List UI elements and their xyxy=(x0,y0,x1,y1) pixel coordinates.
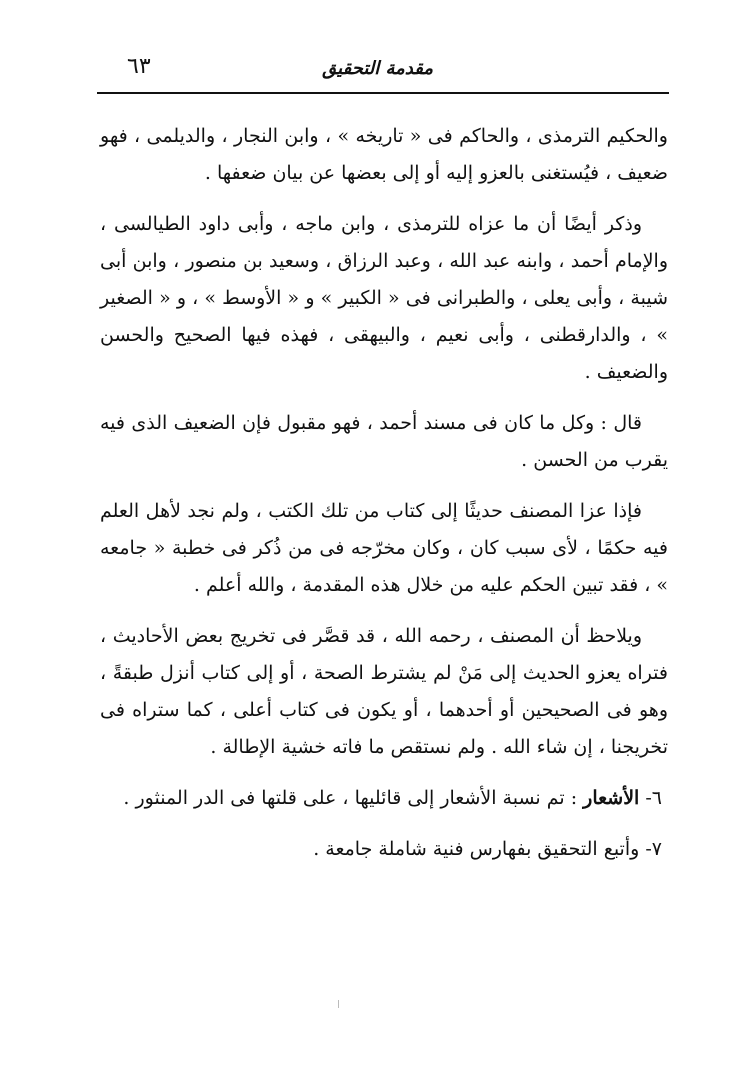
page-number: ٦٣ xyxy=(127,54,151,79)
list-item xyxy=(100,831,668,868)
paragraph-gap xyxy=(100,817,668,831)
paragraph-gap xyxy=(100,479,668,493)
running-title: مقدمة التحقيق xyxy=(322,58,433,79)
paragraph: وذكر أيضًا أن ما عزاه للترمذى ، وابن ماجه ، وأبى داود الطيالسى ، والإمام أحمد ، وابنه عبد الله ، وعبد الرزاق ، وسعيد بن منصور ، وابن أبى شيبة ، وأبى يعلى ، والطبرانى فى « الكبير » و « الأوسط » ، و « الصغير » ، والدارقطنى ، وأبى نعيم ، والبيهقى ، فهذه فيها الصحيح والحسن والضعيف . xyxy=(100,213,668,383)
paragraph-gap xyxy=(100,192,668,206)
paragraph: والحكيم الترمذى ، والحاكم فى « تاريخه » ، وابن النجار ، والديلمى ، فهو ضعيف ، فيُستغنى بالعزو إليه أو إلى بعضها عن بيان ضعفها . xyxy=(100,125,668,184)
paragraph: ويلاحظ أن المصنف ، رحمه الله ، قد قصَّر فى تخريج بعض الأحاديث ، فتراه يعزو الحديث إلى مَنْ لم يشترط الصحة ، أو إلى كتاب أنزل طبقةً ، وهو فى الصحيحين أو أحدهما ، أو يكون فى كتاب أعلى ، كما ستراه فى تخريجنا ، إن شاء الله . ولم نستقص ما فاته خشية الإطالة . xyxy=(100,625,668,758)
item-label: الأشعار xyxy=(583,787,640,809)
paragraph: قال : وكل ما كان فى مسند أحمد ، فهو مقبول فإن الضعيف الذى فيه يقرب من الحسن . xyxy=(100,412,668,471)
item-number: ٧- xyxy=(645,838,662,860)
paragraph-gap xyxy=(100,766,668,780)
page-header xyxy=(97,54,669,90)
page-body xyxy=(100,118,668,868)
item-text: وأتبع التحقيق بفهارس فنية شاملة جامعة . xyxy=(313,838,640,860)
item-text: : تم نسبة الأشعار إلى قائليها ، على قلتها فى الدر المنثور . xyxy=(123,787,578,809)
scan-mark xyxy=(338,1000,342,1008)
paragraph-gap xyxy=(100,391,668,405)
header-rule xyxy=(97,92,669,94)
paragraph-gap xyxy=(100,604,668,618)
item-number: ٦- xyxy=(645,787,662,809)
list-item xyxy=(100,780,668,817)
paragraph: فإذا عزا المصنف حديثًا إلى كتاب من تلك الكتب ، ولم نجد لأهل العلم فيه حكمًا ، لأى سبب كان ، وكان مخرّجه فى من ذُكر فى خطبة « جامعه » ، فقد تبين الحكم عليه من خلال هذه المقدمة ، والله أعلم . xyxy=(100,500,668,596)
